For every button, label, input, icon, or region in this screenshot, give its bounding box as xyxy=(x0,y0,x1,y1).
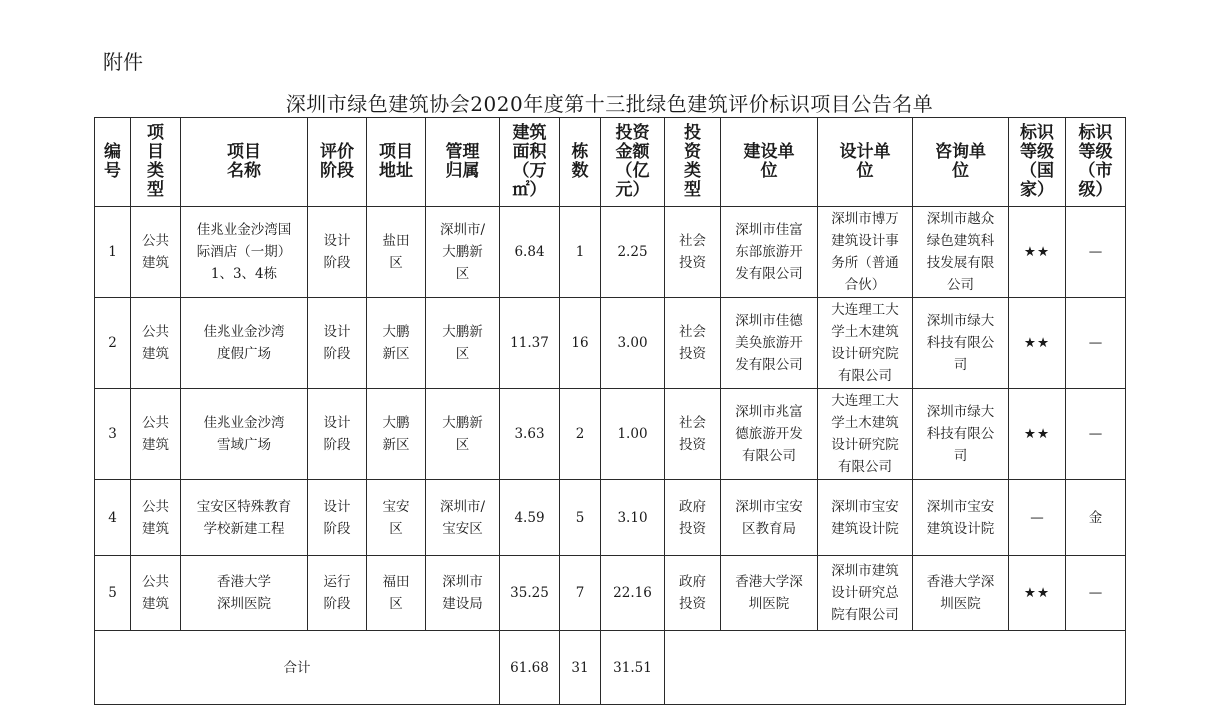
cell-authority: 深圳市建设局 xyxy=(426,556,500,631)
header-consultant: 咨询单位 xyxy=(913,118,1009,207)
cell-no: 5 xyxy=(95,556,131,631)
cell-designer: 大连理工大学土木建筑设计研究院有限公司 xyxy=(818,298,913,389)
cell-level-national: ★★ xyxy=(1009,389,1066,480)
table-row xyxy=(95,480,1126,556)
cell-invest-type: 社会投资 xyxy=(665,298,721,389)
total-row xyxy=(95,631,1126,705)
attachment-label: 附件 xyxy=(103,50,143,74)
cell-stage: 设计阶段 xyxy=(308,389,367,480)
total-buildings: 31 xyxy=(560,631,601,705)
cell-level-national: ★★ xyxy=(1009,298,1066,389)
cell-stage: 设计阶段 xyxy=(308,480,367,556)
header-level-national: 标识等级（国家） xyxy=(1009,118,1066,207)
cell-invest-type: 社会投资 xyxy=(665,389,721,480)
cell-invest-type: 政府投资 xyxy=(665,556,721,631)
cell-invest-type: 社会投资 xyxy=(665,207,721,298)
cell-investment: 3.10 xyxy=(601,480,665,556)
cell-level-national: ★★ xyxy=(1009,207,1066,298)
cell-buildings: 5 xyxy=(560,480,601,556)
total-label: 合计 xyxy=(95,631,500,705)
cell-area: 4.59 xyxy=(500,480,560,556)
header-investment: 投资金额（亿元） xyxy=(601,118,665,207)
cell-consultant: 深圳市宝安建筑设计院 xyxy=(913,480,1009,556)
cell-builder: 深圳市佳富东部旅游开发有限公司 xyxy=(721,207,818,298)
cell-builder: 深圳市佳德美奂旅游开发有限公司 xyxy=(721,298,818,389)
header-name: 项目名称 xyxy=(181,118,308,207)
cell-level-city: — xyxy=(1066,207,1126,298)
cell-level-national: ★★ xyxy=(1009,556,1066,631)
cell-type: 公共建筑 xyxy=(131,480,181,556)
cell-level-city: — xyxy=(1066,298,1126,389)
cell-no: 4 xyxy=(95,480,131,556)
header-area: 建筑面积（万㎡） xyxy=(500,118,560,207)
cell-location: 大鹏新区 xyxy=(367,389,426,480)
cell-investment: 22.16 xyxy=(601,556,665,631)
header-row xyxy=(95,118,1126,207)
cell-authority: 大鹏新区 xyxy=(426,389,500,480)
cell-authority: 大鹏新区 xyxy=(426,298,500,389)
cell-stage: 运行阶段 xyxy=(308,556,367,631)
cell-level-city: — xyxy=(1066,556,1126,631)
cell-area: 3.63 xyxy=(500,389,560,480)
cell-type: 公共建筑 xyxy=(131,207,181,298)
cell-level-national: — xyxy=(1009,480,1066,556)
cell-location: 福田区 xyxy=(367,556,426,631)
cell-investment: 1.00 xyxy=(601,389,665,480)
header-authority: 管理归属 xyxy=(426,118,500,207)
cell-investment: 3.00 xyxy=(601,298,665,389)
header-location: 项目地址 xyxy=(367,118,426,207)
cell-authority: 深圳市/大鹏新区 xyxy=(426,207,500,298)
cell-level-city: 金 xyxy=(1066,480,1126,556)
cell-designer: 深圳市博万建筑设计事务所（普通合伙） xyxy=(818,207,913,298)
cell-buildings: 16 xyxy=(560,298,601,389)
cell-builder: 深圳市宝安区教育局 xyxy=(721,480,818,556)
cell-designer: 深圳市宝安建筑设计院 xyxy=(818,480,913,556)
header-type: 项目类型 xyxy=(131,118,181,207)
cell-buildings: 2 xyxy=(560,389,601,480)
cell-consultant: 深圳市绿大科技有限公司 xyxy=(913,389,1009,480)
cell-type: 公共建筑 xyxy=(131,389,181,480)
cell-investment: 2.25 xyxy=(601,207,665,298)
header-designer: 设计单位 xyxy=(818,118,913,207)
header-no: 编号 xyxy=(95,118,131,207)
cell-name: 佳兆业金沙湾国际酒店（一期）1、3、4栋 xyxy=(181,207,308,298)
cell-builder: 香港大学深圳医院 xyxy=(721,556,818,631)
header-stage: 评价阶段 xyxy=(308,118,367,207)
cell-no: 3 xyxy=(95,389,131,480)
cell-area: 35.25 xyxy=(500,556,560,631)
cell-designer: 大连理工大学土木建筑设计研究院有限公司 xyxy=(818,389,913,480)
cell-name: 佳兆业金沙湾度假广场 xyxy=(181,298,308,389)
cell-no: 2 xyxy=(95,298,131,389)
total-investment: 31.51 xyxy=(601,631,665,705)
cell-name: 香港大学深圳医院 xyxy=(181,556,308,631)
project-table xyxy=(94,117,1126,705)
cell-stage: 设计阶段 xyxy=(308,207,367,298)
header-builder: 建设单位 xyxy=(721,118,818,207)
table-row xyxy=(95,389,1126,480)
document-title: 深圳市绿色建筑协会2020年度第十三批绿色建筑评价标识项目公告名单 xyxy=(285,92,934,116)
header-buildings: 栋数 xyxy=(560,118,601,207)
cell-invest-type: 政府投资 xyxy=(665,480,721,556)
table-row xyxy=(95,207,1126,298)
cell-authority: 深圳市/宝安区 xyxy=(426,480,500,556)
cell-location: 盐田区 xyxy=(367,207,426,298)
cell-builder: 深圳市兆富德旅游开发有限公司 xyxy=(721,389,818,480)
cell-name: 宝安区特殊教育学校新建工程 xyxy=(181,480,308,556)
cell-buildings: 1 xyxy=(560,207,601,298)
cell-area: 11.37 xyxy=(500,298,560,389)
cell-area: 6.84 xyxy=(500,207,560,298)
cell-level-city: — xyxy=(1066,389,1126,480)
total-area: 61.68 xyxy=(500,631,560,705)
table-row xyxy=(95,556,1126,631)
cell-location: 宝安区 xyxy=(367,480,426,556)
cell-type: 公共建筑 xyxy=(131,556,181,631)
cell-no: 1 xyxy=(95,207,131,298)
header-level-city: 标识等级（市级） xyxy=(1066,118,1126,207)
cell-location: 大鹏新区 xyxy=(367,298,426,389)
cell-consultant: 深圳市越众绿色建筑科技发展有限公司 xyxy=(913,207,1009,298)
header-invest-type: 投资类型 xyxy=(665,118,721,207)
cell-buildings: 7 xyxy=(560,556,601,631)
total-empty-cell xyxy=(665,631,1126,705)
cell-type: 公共建筑 xyxy=(131,298,181,389)
cell-designer: 深圳市建筑设计研究总院有限公司 xyxy=(818,556,913,631)
cell-consultant: 香港大学深圳医院 xyxy=(913,556,1009,631)
cell-consultant: 深圳市绿大科技有限公司 xyxy=(913,298,1009,389)
cell-stage: 设计阶段 xyxy=(308,298,367,389)
cell-name: 佳兆业金沙湾雪域广场 xyxy=(181,389,308,480)
table-row xyxy=(95,298,1126,389)
